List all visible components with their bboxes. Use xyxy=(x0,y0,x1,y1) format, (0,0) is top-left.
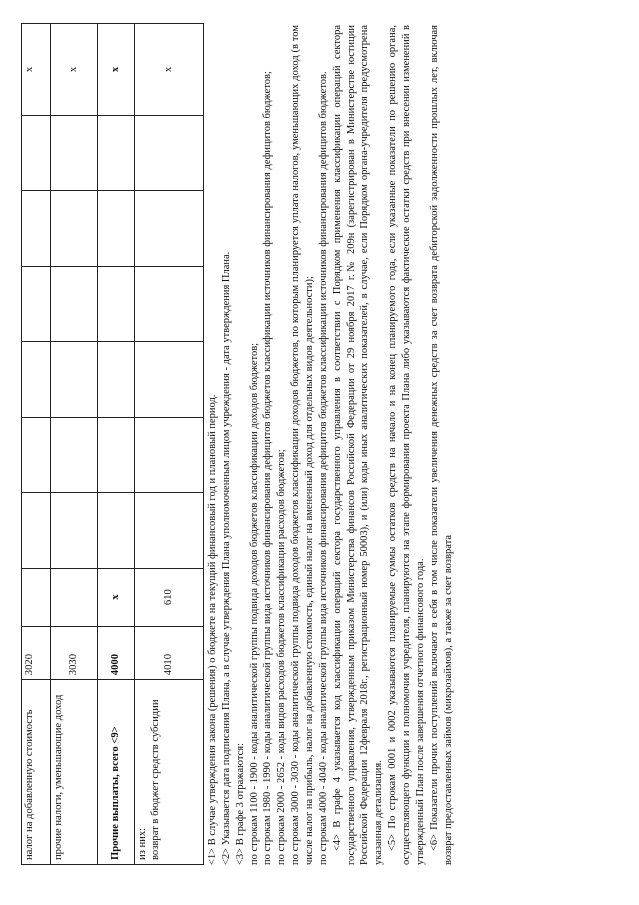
empty-cell xyxy=(22,191,51,266)
empty-cell xyxy=(51,266,98,341)
empty-cell xyxy=(51,191,98,266)
row-code: 4000 xyxy=(98,626,135,680)
empty-cell xyxy=(51,342,98,417)
footnote: <1> В случае утверждения закона (решения) о бюджете на текущий финансовый год и плановый период. xyxy=(207,394,218,865)
footnote: <2> Указывается дата подписания Плана, а в случае утверждения Плана уполномоченным лицом учреждения - дата утверждения Плана. xyxy=(220,251,232,865)
row-code: 3020 xyxy=(22,626,51,680)
row-name: из них: возврат в бюджет средств субсидии xyxy=(135,680,204,865)
empty-cell xyxy=(22,266,51,341)
rotated-document-page xyxy=(21,23,615,865)
row-code: 4010 xyxy=(135,626,204,680)
footnote: <6> Показатели прочих поступлений включают в себя в том числе показатели увеличения денежных средств за счет возврата дебиторской задолженности прошлых лет, включая возврат предоставленных займов (микрозаймов), а также за счет возврата xyxy=(428,25,454,865)
empty-cell xyxy=(51,493,98,568)
empty-cell xyxy=(98,493,135,568)
plan-table xyxy=(21,23,204,865)
table-row xyxy=(98,24,135,865)
empty-cell xyxy=(22,115,51,190)
row-kbk xyxy=(22,568,51,626)
row-last: x xyxy=(51,24,98,116)
row-kbk xyxy=(51,568,98,626)
footnote-line: по строкам 1980 - 1990 - коды аналитической группы вида источников финансирования дефицитов бюджетов классификации источников финансирования дефицитов бюджетов; xyxy=(262,71,274,865)
row-name: налог на добавленную стоимость xyxy=(22,680,51,865)
empty-cell xyxy=(98,115,135,190)
empty-cell xyxy=(22,493,51,568)
footnote-line: по строкам 2000 - 2652 - коды видов расходов бюджетов классификации расходов бюджетов; xyxy=(276,449,288,865)
empty-cell xyxy=(22,417,51,492)
empty-cell xyxy=(98,417,135,492)
empty-cell xyxy=(135,191,204,266)
row-kbk: 610 xyxy=(135,568,204,626)
footnote-line: по строкам 4000 - 4040 - коды аналитической группы вида источников финансирования дефицитов бюджетов классификации источников финансирования дефицитов бюджетов. xyxy=(317,71,329,865)
footnote-line: по строкам 3000 - 3030 - коды аналитической группы подвида доходов бюджетов классификации доходов бюджетов, по которым планируется уплата налогов, уменьшающих доход (в том числе налог на прибыль, налог на добавленную стоимость, единый налог на вмененный доход для отдельных видов деятельности); xyxy=(290,25,316,865)
empty-cell xyxy=(135,115,204,190)
row-code: 3030 xyxy=(51,626,98,680)
row-last: x xyxy=(22,24,51,116)
footnote: <3> В графе 3 отражаются: xyxy=(234,742,246,865)
empty-cell xyxy=(135,342,204,417)
table-row xyxy=(22,24,51,865)
row-last: x xyxy=(98,24,135,116)
empty-cell xyxy=(98,266,135,341)
empty-cell xyxy=(135,266,204,341)
footnote-line: по строкам 1100 - 1900 - коды аналитической группы подвида доходов бюджетов классификации доходов бюджетов; xyxy=(248,342,260,865)
empty-cell xyxy=(98,342,135,417)
empty-cell xyxy=(51,115,98,190)
row-kbk: x xyxy=(98,568,135,626)
footnote: <4> В графе 4 указывается код классификации операций сектора государственного управления в соответствии с Порядком применения классификации операций сектора государственного управления, утвержденным приказом Министерства финансов Российской Федерации от 29 ноября 2017 г.№ 209н (зарегистрирован в Министерстве юстиции Российской Федерации 12февраля 2018г., регистрационный номер 50003), и (или) коды иных аналитических показателей, в случае, если Порядком органа-учредителя предусмотрена указанная детализация. xyxy=(331,25,385,865)
row-last: x xyxy=(135,24,204,116)
empty-cell xyxy=(135,493,204,568)
empty-cell xyxy=(135,417,204,492)
table-row xyxy=(51,24,98,865)
empty-cell xyxy=(51,417,98,492)
empty-cell xyxy=(22,342,51,417)
row-name: прочие налоги, уменьшающие доход xyxy=(51,680,98,865)
empty-cell xyxy=(98,191,135,266)
table-row xyxy=(135,24,204,865)
row-name: Прочие выплаты, всего <9> xyxy=(98,680,135,865)
footnote: <5> По строкам 0001 и 0002 указываются планируемые суммы остатков средств на начало и на конец планируемого года, если указанные показатели по решению органа, осуществляющего функции и полномочия учредителя, планируются на этапе формирования проекта Плана либо указываются фактические остатки средств при внесении изменений в утвержденный План после завершения отчетного финансового года. xyxy=(387,25,426,865)
footnotes xyxy=(206,23,455,865)
